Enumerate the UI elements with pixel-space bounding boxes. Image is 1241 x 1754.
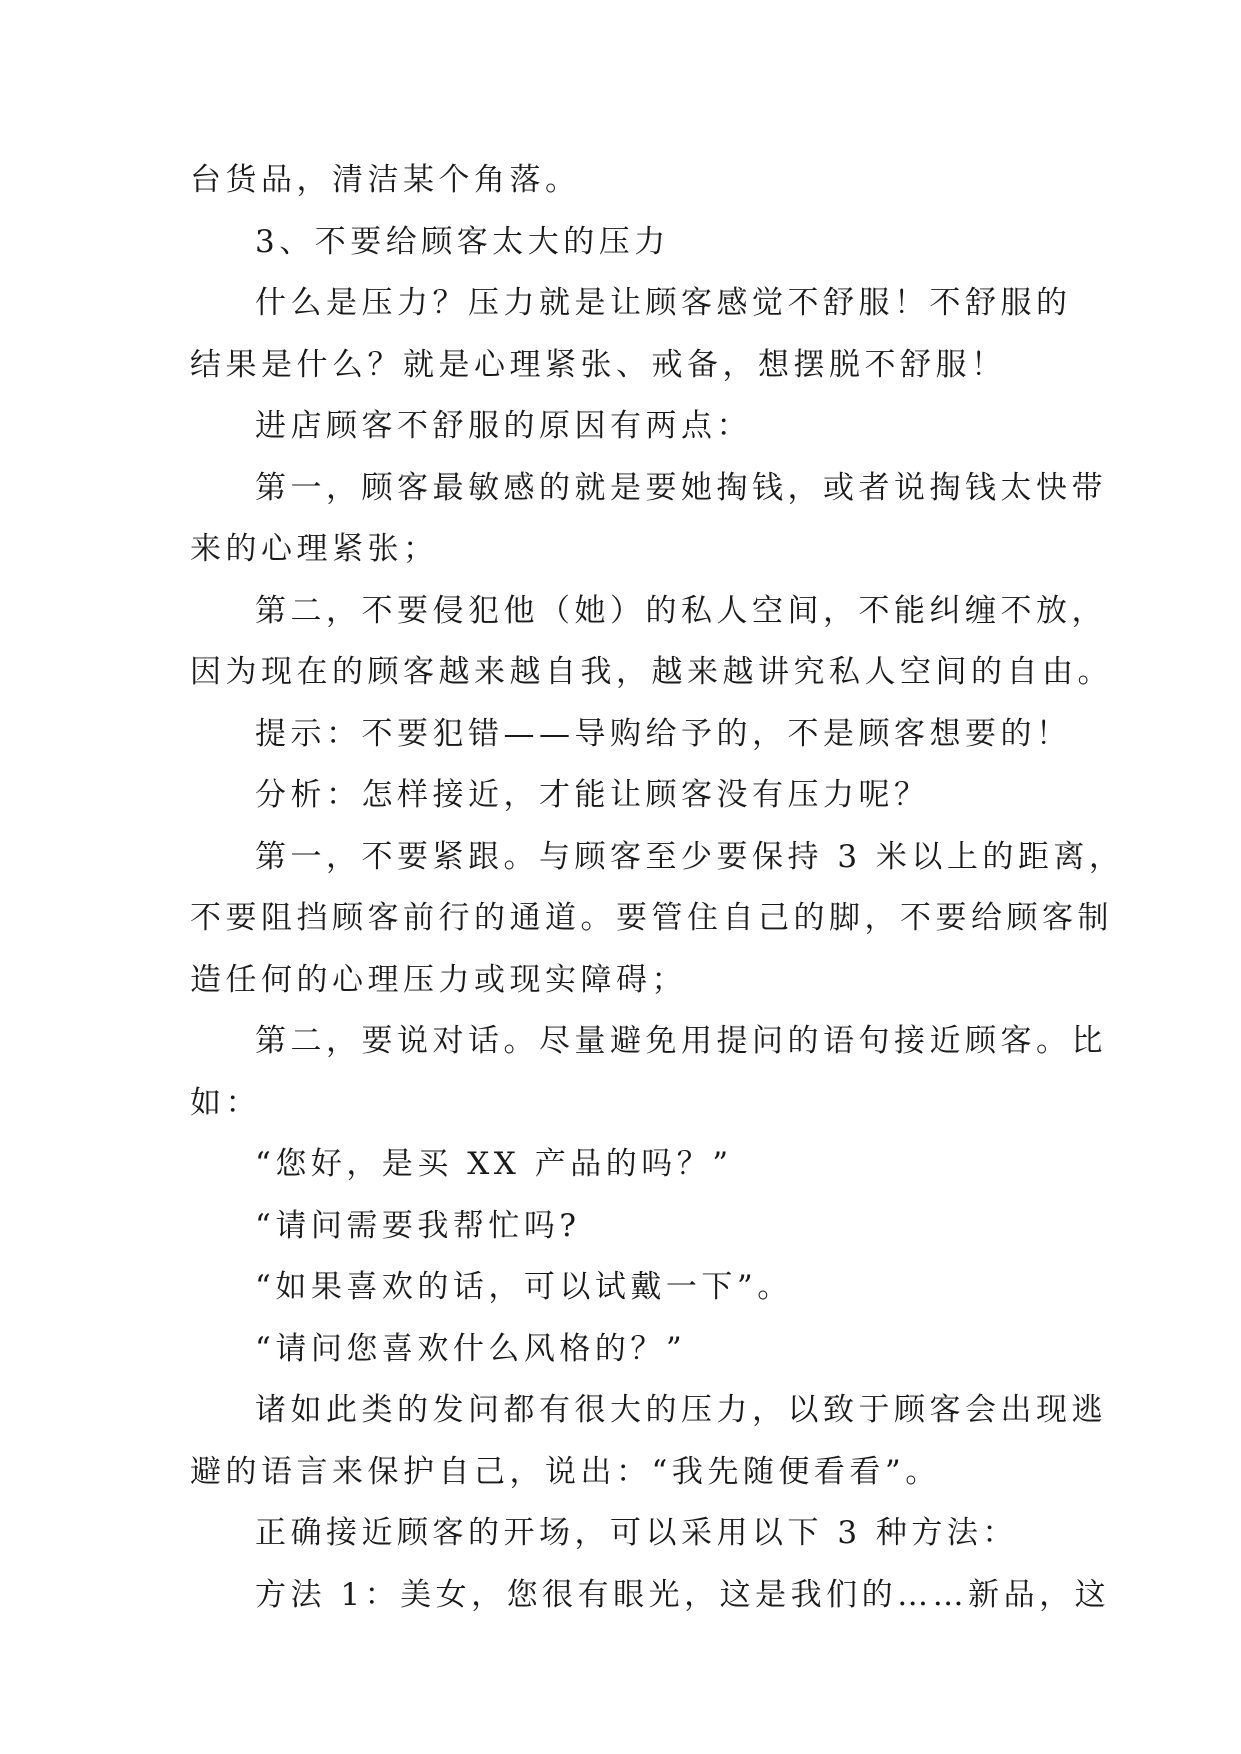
quote-line-1: “您好，是买 XX 产品的吗？”	[255, 1146, 733, 1182]
text-line-14: 造任何的心理压力或现实障碍；	[190, 961, 687, 998]
text-line-9: 因为现在的顾客越来越自我，越来越讲究私人空间的自由。	[190, 654, 1113, 690]
text-line-10: 提示：不要犯错——导购给予的，不是顾客想要的！	[255, 715, 1072, 752]
text-line-6: 第一，顾客最敏感的就是要她掏钱，或者说掏钱太快带	[255, 469, 1107, 506]
text-line-15: 第二，要说对话。尽量避免用提问的语句接近顾客。比	[255, 1023, 1107, 1059]
text-line-8: 第二，不要侵犯他（她）的私人空间，不能纠缠不放，	[255, 592, 1107, 629]
text-line-3: 什么是压力？压力就是让顾客感觉不舒服！不舒服的	[255, 285, 1072, 321]
quote-line-4: “请问您喜欢什么风格的？”	[255, 1330, 687, 1367]
text-line-22: 避的语言来保护自己，说出：“我先随便看看”。	[190, 1453, 941, 1490]
document-body	[190, 150, 1125, 1626]
text-line-16: 如：	[190, 1084, 261, 1121]
text-line-1: 台货品，清洁某个角落。	[190, 162, 581, 198]
quote-line-3: “如果喜欢的话，可以试戴一下”。	[255, 1269, 793, 1305]
text-line-23: 正确接近顾客的开场，可以采用以下 3 种方法：	[255, 1515, 1018, 1551]
section-heading-3: 3、不要给顾客太大的压力	[255, 223, 670, 260]
quote-line-2: “请问需要我帮忙吗?	[255, 1207, 581, 1244]
text-line-24: 方法 1：美女，您很有眼光，这是我们的……新品，这	[255, 1576, 1111, 1613]
text-line-12: 第一，不要紧跟。与顾客至少要保持 3 米以上的距离，	[255, 838, 1125, 875]
text-line-13: 不要阻挡顾客前行的通道。要管住自己的脚，不要给顾客制	[190, 900, 1113, 936]
text-line-11: 分析：怎样接近，才能让顾客没有压力呢？	[255, 777, 930, 813]
text-line-4: 结果是什么？就是心理紧张、戒备，想摆脱不舒服！	[190, 346, 1007, 383]
text-line-7: 来的心理紧张；	[190, 531, 439, 567]
text-line-21: 诸如此类的发问都有很大的压力，以致于顾客会出现逃	[255, 1392, 1107, 1428]
text-line-5: 进店顾客不舒服的原因有两点：	[255, 408, 752, 444]
